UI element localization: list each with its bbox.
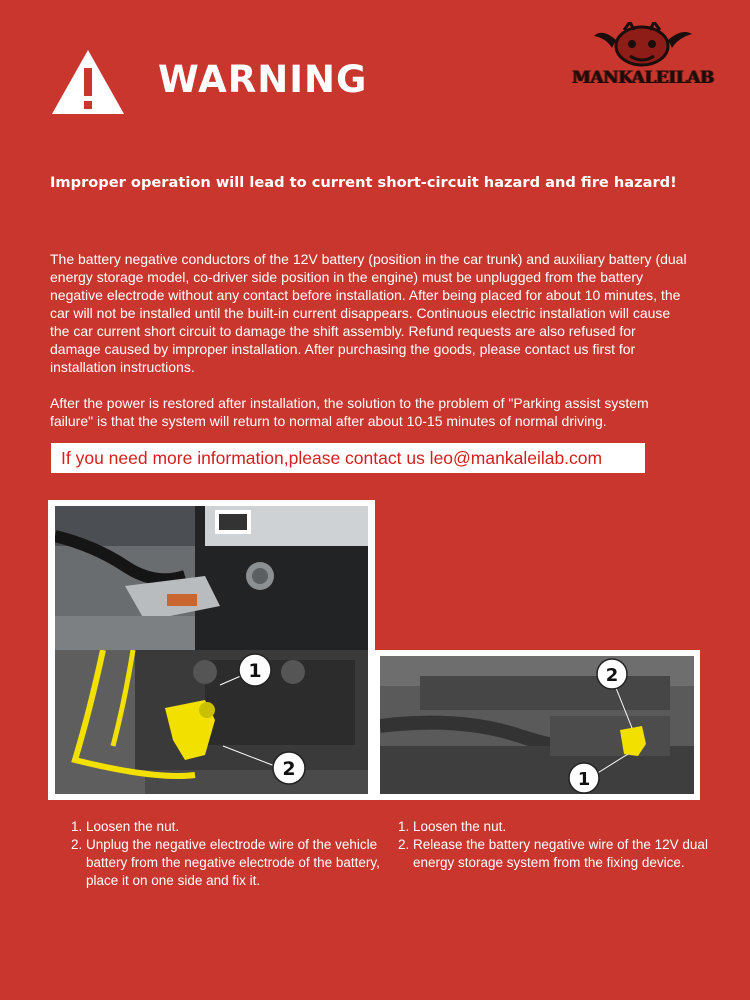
trunk-battery-photo	[55, 506, 368, 650]
left-step-2: 2. Unplug the negative electrode wire of the vehicle battery from the negative electrode of the battery, place it on one side and fix it.	[86, 836, 386, 890]
logo-text: MANKALEILAB	[572, 68, 714, 88]
left-step-1: 1. Loosen the nut.	[86, 818, 386, 836]
right-step-2: 2. Release the battery negative wire of the 12V dual energy storage system from the fixing device.	[413, 836, 713, 872]
left-steps-list	[51, 818, 386, 890]
callout-1-right: 1	[577, 769, 591, 790]
warning-triangle-icon	[50, 48, 126, 116]
instruction-paragraph: The battery negative conductors of the 12V battery (position in the car trunk) and auxiliary battery (dual energy storage model, co-driver side position in the engine) must be unplugged from the battery negative electrode without any contact before installation. After being placed for about 10 minutes, the car will not be installed until the built-in current disappears. Continuous electric installation will cause the car current short circuit to damage the shift assembly. Refund requests are also refused for damage caused by improper installation. After purchasing the goods, please contact us first for installation instructions.	[50, 251, 687, 375]
dragon-emblem-icon	[572, 22, 714, 72]
callout-2-right: 2	[605, 665, 619, 686]
right-step-1: 1. Loosen the nut.	[413, 818, 713, 836]
battery-diagram-left	[55, 650, 368, 794]
battery-diagram-right	[380, 656, 694, 794]
contact-banner	[51, 443, 645, 473]
right-photo-frame	[374, 650, 700, 800]
left-photo-frame	[48, 500, 375, 800]
contact-text: If you need more information,please contact us leo@mankaleilab.com	[61, 448, 603, 468]
right-steps-list	[378, 818, 713, 872]
brand-logo	[572, 22, 714, 104]
callout-2-left: 2	[282, 758, 296, 780]
callout-1-left: 1	[248, 660, 262, 682]
recovery-paragraph: After the power is restored after installation, the solution to the problem of "Parking assist system failure" is that the system will return to normal after about 10-15 minutes of normal driving.	[50, 395, 649, 429]
warning-title: WARNING	[158, 58, 368, 101]
hazard-headline: Improper operation will lead to current short-circuit hazard and fire hazard!	[50, 174, 677, 191]
